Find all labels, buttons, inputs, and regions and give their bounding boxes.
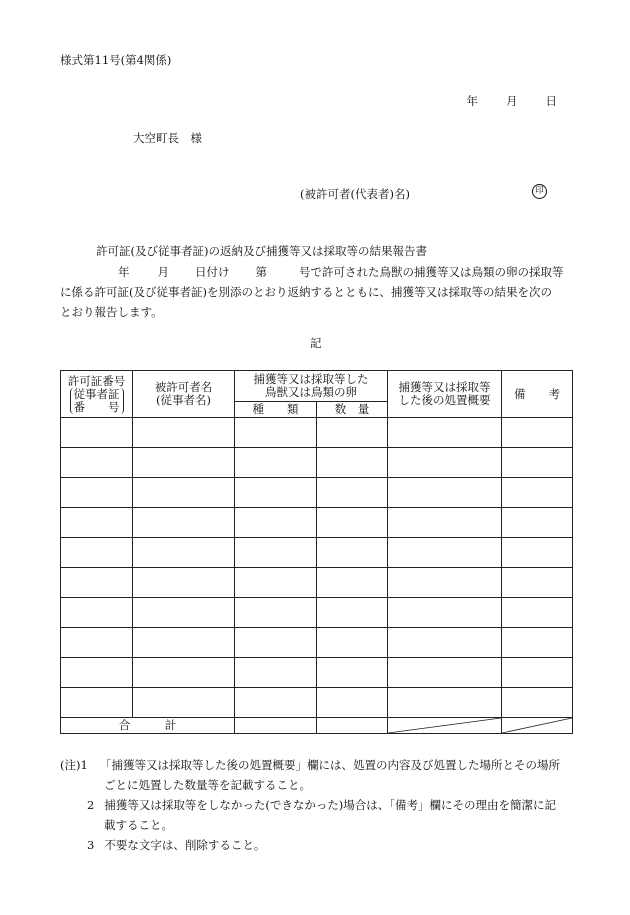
cell-holder-name[interactable] <box>133 598 235 628</box>
note-3-number: 3 <box>87 838 95 852</box>
cell-disposal[interactable] <box>388 478 502 508</box>
table-row <box>61 628 573 658</box>
note-prefix: (注) <box>60 758 81 772</box>
cell-quantity[interactable] <box>317 418 388 448</box>
header-holder-name-line2: (従事者名) <box>156 393 211 407</box>
total-label: 合 計 <box>61 718 235 734</box>
note-1-line2: ごとに処置した数量等を記載すること。 <box>104 778 311 792</box>
note-1-number: 1 <box>80 758 88 772</box>
cell-quantity[interactable] <box>317 538 388 568</box>
cell-species[interactable] <box>235 658 317 688</box>
date-year: 年 <box>466 94 478 108</box>
note-2-line2: 載すること。 <box>104 818 173 832</box>
report-table <box>60 370 572 736</box>
cell-permit-number[interactable] <box>61 688 133 718</box>
note-3-line1: 不要な文字は、削除すること。 <box>104 838 266 852</box>
report-grid <box>60 370 573 734</box>
cell-quantity[interactable] <box>317 568 388 598</box>
cell-disposal[interactable] <box>388 538 502 568</box>
header-remarks: 備 考 <box>502 371 573 418</box>
cell-holder-name[interactable] <box>133 448 235 478</box>
report-body <box>60 262 572 322</box>
cell-remarks[interactable] <box>502 418 573 448</box>
cell-disposal[interactable] <box>388 448 502 478</box>
form-number: 様式第11号(第4関係) <box>60 53 172 67</box>
cell-permit-number[interactable] <box>61 658 133 688</box>
body-line-3: とおり報告します。 <box>60 305 163 319</box>
header-permit-number-label: 許可証番号 <box>67 373 126 388</box>
date-day: 日 <box>545 94 557 108</box>
cell-disposal[interactable] <box>388 418 502 448</box>
cell-quantity[interactable] <box>317 448 388 478</box>
total-species[interactable] <box>235 718 317 734</box>
cell-species[interactable] <box>235 508 317 538</box>
cell-permit-number[interactable] <box>61 538 133 568</box>
table-row <box>61 478 573 508</box>
header-holder-name <box>133 371 235 418</box>
diagonal-line <box>502 718 572 733</box>
cell-quantity[interactable] <box>317 508 388 538</box>
body-line-1 <box>60 262 572 282</box>
cell-permit-number[interactable] <box>61 628 133 658</box>
cell-holder-name[interactable] <box>133 418 235 448</box>
cell-quantity[interactable] <box>317 688 388 718</box>
cell-species[interactable] <box>235 418 317 448</box>
cell-disposal[interactable] <box>388 658 502 688</box>
body-day-dated: 日付け <box>195 265 230 279</box>
note-2-line1: 捕獲等又は採取等をしなかった(できなかった)場合は、「備考」欄にその理由を簡潔に記 <box>104 798 557 812</box>
total-disposal-crossed <box>388 718 502 734</box>
cell-species[interactable] <box>235 568 317 598</box>
cell-remarks[interactable] <box>502 658 573 688</box>
table-row <box>61 598 573 628</box>
applicant-name-label: (被許可者(代表者)名) <box>300 187 410 201</box>
cell-disposal[interactable] <box>388 688 502 718</box>
table-row <box>61 688 573 718</box>
cell-remarks[interactable] <box>502 688 573 718</box>
note-2 <box>60 795 580 815</box>
cell-permit-number[interactable] <box>61 478 133 508</box>
cell-remarks[interactable] <box>502 628 573 658</box>
date-month: 月 <box>506 94 518 108</box>
cell-quantity[interactable] <box>317 628 388 658</box>
cell-quantity[interactable] <box>317 598 388 628</box>
cell-disposal[interactable] <box>388 628 502 658</box>
data-rows <box>61 418 573 718</box>
header-worker-number <box>70 388 124 414</box>
note-prefix-and-number <box>60 755 88 775</box>
note-2-number: 2 <box>87 798 95 812</box>
cell-holder-name[interactable] <box>133 538 235 568</box>
date-line <box>467 93 558 109</box>
cell-holder-name[interactable] <box>133 508 235 538</box>
cell-species[interactable] <box>235 478 317 508</box>
cell-permit-number[interactable] <box>61 418 133 448</box>
cell-holder-name[interactable] <box>133 688 235 718</box>
body-year: 年 <box>118 265 130 279</box>
table-row <box>61 538 573 568</box>
header-quantity: 数 量 <box>317 402 388 418</box>
table-row <box>61 448 573 478</box>
note-1-line1: 「捕獲等又は採取等した後の処置概要」欄には、処置の内容及び処置した場所とその場所 <box>100 758 560 772</box>
header-worker-number-line2: 番 号 <box>73 399 120 414</box>
table-row <box>61 508 573 538</box>
header-captured <box>235 371 388 402</box>
note-3 <box>60 835 580 855</box>
cell-remarks[interactable] <box>502 538 573 568</box>
cell-remarks[interactable] <box>502 598 573 628</box>
cell-species[interactable] <box>235 598 317 628</box>
diagonal-line <box>388 718 501 733</box>
body-line-2: に係る許可証(及び従事者証)を別添のとおり返納するとともに、捕獲等又は採取等の結果を次の <box>60 285 552 299</box>
cell-holder-name[interactable] <box>133 568 235 598</box>
cell-holder-name[interactable] <box>133 478 235 508</box>
cell-species[interactable] <box>235 688 317 718</box>
cell-species[interactable] <box>235 538 317 568</box>
cell-permit-number[interactable] <box>61 598 133 628</box>
notes <box>60 755 580 855</box>
header-captured-line2: 鳥獣又は鳥類の卵 <box>265 385 357 399</box>
cell-remarks[interactable] <box>502 448 573 478</box>
header-disposal-line1: 捕獲等又は採取等 <box>398 380 491 394</box>
cell-remarks[interactable] <box>502 508 573 538</box>
body-dai: 第 <box>255 265 267 279</box>
header-disposal <box>388 371 502 418</box>
cell-disposal[interactable] <box>388 568 502 598</box>
cell-species[interactable] <box>235 448 317 478</box>
header-permit-number <box>61 371 133 418</box>
ki-heading: 記 <box>310 336 322 350</box>
header-worker-number-line1: 従事者証 <box>73 386 120 401</box>
cell-remarks[interactable] <box>502 478 573 508</box>
cell-permit-number[interactable] <box>61 568 133 598</box>
cell-remarks[interactable] <box>502 568 573 598</box>
cell-quantity[interactable] <box>317 478 388 508</box>
total-quantity[interactable] <box>317 718 388 734</box>
cell-holder-name[interactable] <box>133 628 235 658</box>
header-disposal-line2: した後の処置概要 <box>398 393 491 407</box>
cell-permit-number[interactable] <box>61 508 133 538</box>
note-1 <box>60 755 580 775</box>
addressee: 大空町長 様 <box>133 131 202 145</box>
cell-holder-name[interactable] <box>133 658 235 688</box>
seal-mark: 印 <box>532 184 547 199</box>
table-row <box>61 658 573 688</box>
body-month: 月 <box>157 265 169 279</box>
header-captured-line1: 捕獲等又は採取等した <box>253 372 369 386</box>
table-row <box>61 418 573 448</box>
cell-permit-number[interactable] <box>61 448 133 478</box>
table-row <box>61 568 573 598</box>
body-line-1-tail: 号で許可された鳥獣の捕獲等又は鳥類の卵の採取等 <box>299 265 564 279</box>
cell-species[interactable] <box>235 628 317 658</box>
cell-quantity[interactable] <box>317 658 388 688</box>
total-remarks-crossed <box>502 718 573 734</box>
header-holder-name-line1: 被許可者名 <box>154 380 213 394</box>
cell-disposal[interactable] <box>388 598 502 628</box>
header-species: 種 類 <box>235 402 317 418</box>
cell-disposal[interactable] <box>388 508 502 538</box>
document-title: 許可証(及び従事者証)の返納及び捕獲等又は採取等の結果報告書 <box>96 244 427 258</box>
